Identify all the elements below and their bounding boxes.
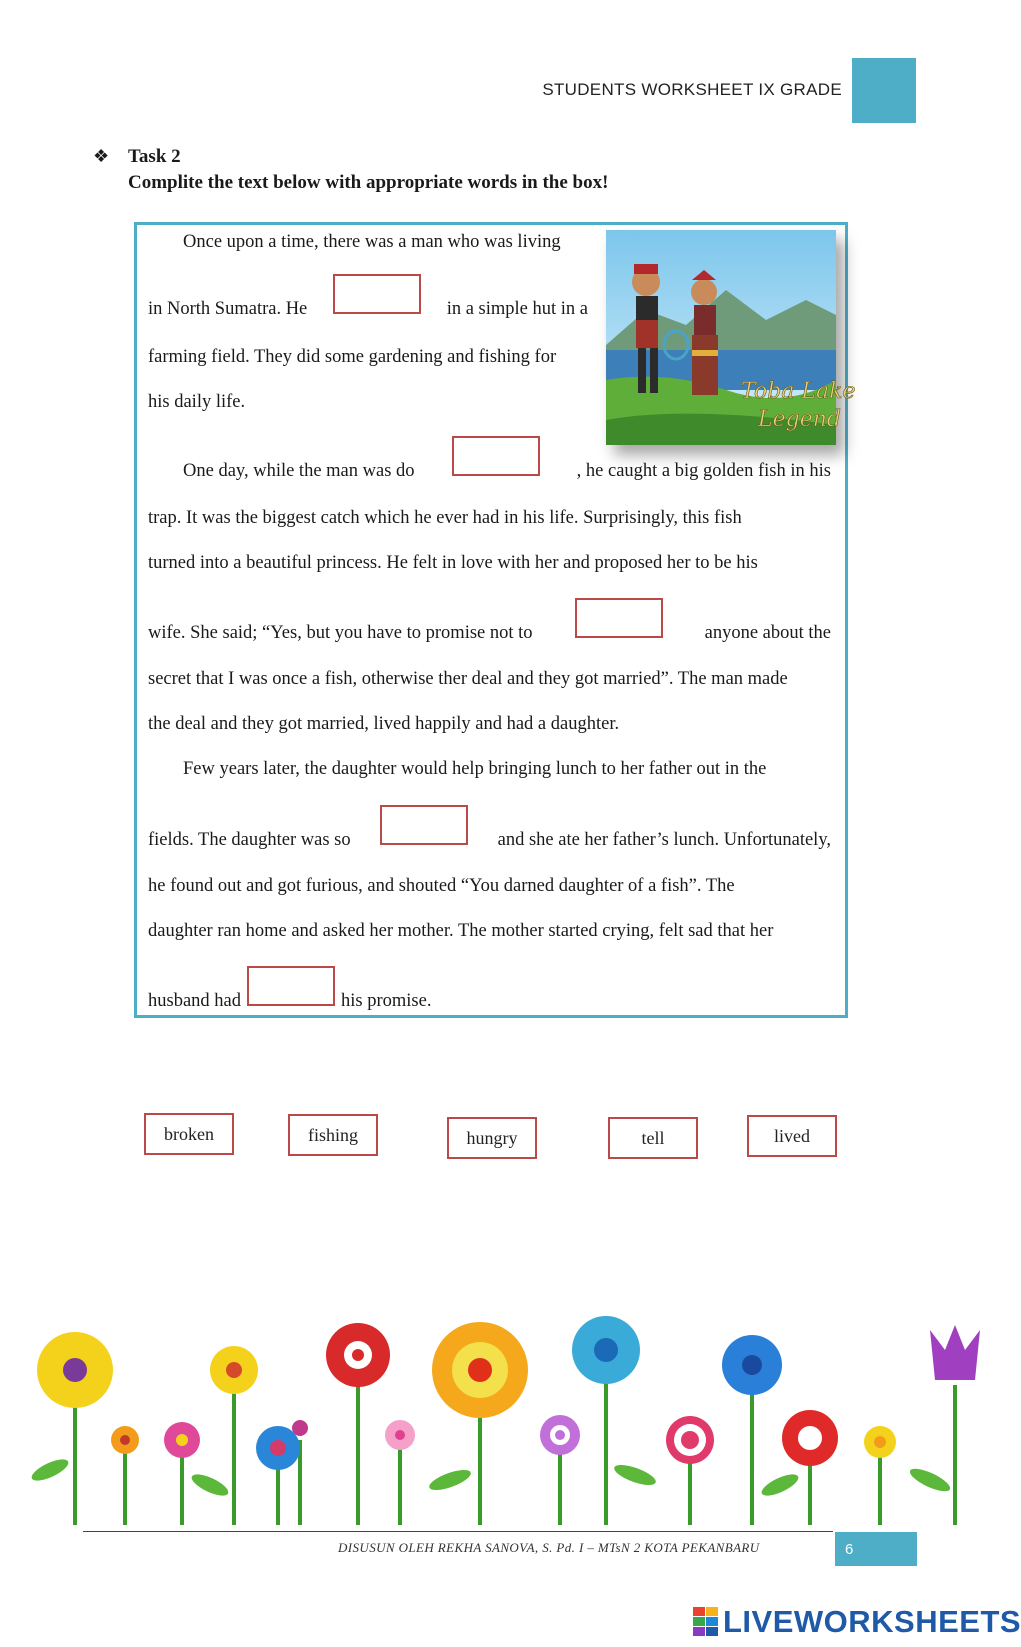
answer-blank-4[interactable] <box>380 805 468 845</box>
story-line-7: turned into a beautiful princess. He felt in love with her and proposed her to be his <box>148 553 758 573</box>
footer-divider <box>83 1531 833 1532</box>
word-chip-fishing[interactable]: fishing <box>288 1114 378 1156</box>
page-number: 6 <box>845 1540 854 1558</box>
task-title: Task 2 <box>128 146 181 167</box>
story-line-10: the deal and they got married, lived happily and had a daughter. <box>148 714 620 734</box>
liveworksheets-brand-text: LIVEWORKSHEETS <box>723 1604 1021 1639</box>
story-line-8: wife. She said; “Yes, but you have to promise not to anyone about the <box>148 598 831 644</box>
story-line-6: trap. It was the biggest catch which he ever had in his life. Surprisingly, this fish <box>148 508 742 528</box>
story-line-13: he found out and got furious, and shouted “You darned daughter of a fish”. The <box>148 876 735 896</box>
story-line-15: husband had his promise. <box>148 966 431 1012</box>
story-line-5: One day, while the man was do , he caught a big golden fish in his <box>183 436 831 482</box>
answer-blank-2[interactable] <box>452 436 540 476</box>
word-chip-lived[interactable]: lived <box>747 1115 837 1157</box>
answer-blank-5[interactable] <box>247 966 335 1006</box>
story-line-14: daughter ran home and asked her mother. The mother started crying, felt sad that her <box>148 921 774 941</box>
story-line-11: Few years later, the daughter would help bringing lunch to her father out in the <box>183 759 767 779</box>
image-caption-line1: Toba Lake <box>741 379 856 404</box>
word-chip-broken[interactable]: broken <box>144 1113 234 1155</box>
task-instruction: Complite the text below with appropriate words in the box! <box>128 172 609 193</box>
word-chip-hungry[interactable]: hungry <box>447 1117 537 1159</box>
toba-lake-legend-illustration <box>606 230 856 445</box>
story-line-1: Once upon a time, there was a man who was living <box>183 232 561 252</box>
diamond-bullet-icon: ❖ <box>93 146 110 166</box>
story-line-2: in North Sumatra. He in a simple hut in a <box>148 274 588 320</box>
flower-border-decoration <box>0 1270 1000 1530</box>
story-line-9: secret that I was once a fish, otherwise ther deal and they got married”. The man made <box>148 669 788 689</box>
page-number-box <box>835 1532 917 1566</box>
image-caption-line2: Legend <box>758 407 841 432</box>
story-line-4: his daily life. <box>148 392 246 412</box>
story-line-12: fields. The daughter was so and she ate her father’s lunch. Unfortunately, <box>148 805 831 851</box>
worksheet-header-title: STUDENTS WORKSHEET IX GRADE <box>542 80 842 99</box>
liveworksheets-icon <box>693 1607 719 1637</box>
word-chip-tell[interactable]: tell <box>608 1117 698 1159</box>
answer-blank-1[interactable] <box>333 274 421 314</box>
answer-blank-3[interactable] <box>575 598 663 638</box>
liveworksheets-logo[interactable] <box>693 1604 1021 1640</box>
header-accent-block <box>852 58 916 123</box>
footer-credit: DISUSUN OLEH REKHA SANOVA, S. Pd. I – MTsN 2 KOTA PEKANBARU <box>338 1540 760 1555</box>
story-line-3: farming field. They did some gardening and fishing for <box>148 347 557 367</box>
